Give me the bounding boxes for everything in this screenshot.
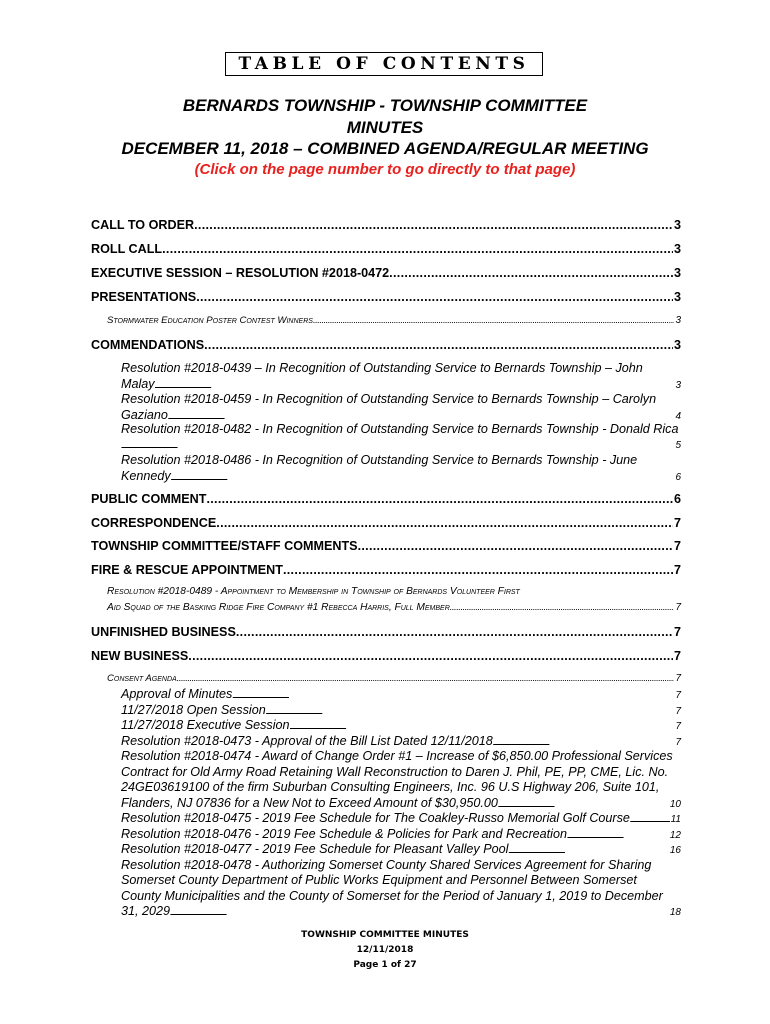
page-link[interactable]: 7 [675, 602, 681, 613]
toc-title-box [225, 52, 543, 76]
toc-entry-res-0486[interactable]: Kennedy . . . 6 [121, 469, 681, 483]
toc-title: TABLE OF CONTENTS [238, 54, 530, 74]
page-link[interactable]: 7 [675, 721, 681, 732]
toc-entry-res-0476[interactable]: Resolution #2018-0476 - 2019 Fee Schedule & Policies for Park and Recreation . . . 12 [121, 827, 681, 841]
footer-date: 12/11/2018 [356, 945, 414, 955]
page-link[interactable]: 6 [675, 472, 681, 483]
header-instruction: (Click on the page number to go directly to that page) [194, 161, 576, 178]
toc-entry-res-0489-line1: Resolution #2018-0489 - Appointment to Membership in Township of Bernards Volunteer First [107, 586, 520, 597]
toc-entry-res-0475[interactable]: Resolution #2018-0475 - 2019 Fee Schedule for The Coakley-Russo Memorial Golf Course . . . 11 [121, 811, 681, 825]
toc-entry-res-0482-line1: Resolution #2018-0482 - In Recognition of Outstanding Service to Bernards Township - Donald Rica [121, 422, 679, 436]
page-link[interactable]: 7 [675, 673, 681, 684]
toc-entry-res-0478[interactable]: 31, 2029 . . . 18 [121, 904, 681, 918]
page-link[interactable]: 3 [675, 315, 681, 326]
page-link[interactable]: 3 [673, 290, 681, 304]
page-link[interactable]: 18 [669, 907, 681, 918]
toc-entry-commendations[interactable]: COMMENDATIONS . . . 3 [91, 338, 681, 352]
toc-entry-res-0478-line3: County Municipalities and the County of Somerset for the Period of January 1, 2019 to December [121, 889, 663, 903]
toc-entry-res-0473[interactable]: Resolution #2018-0473 - Approval of the Bill List Dated 12/11/2018 . . . 7 [121, 734, 681, 748]
page-link[interactable]: 3 [673, 266, 681, 280]
page-link[interactable]: 16 [669, 845, 681, 856]
toc-entry-res-0489[interactable]: Aid Squad of the Basking Ridge Fire Company #1 Rebecca Harris, Full Member . . . 7 [107, 602, 681, 613]
header-minutes: MINUTES [346, 118, 424, 137]
toc-entry-res-0439[interactable]: Malay . . . 3 [121, 377, 681, 391]
toc-entry-res-0478-line2: Somerset County Department of Public Works Equipment and Personnel Between Somerset [121, 873, 637, 887]
page-link[interactable]: 7 [673, 649, 681, 663]
toc-entry-correspondence[interactable]: CORRESPONDENCE . . . 7 [91, 516, 681, 530]
page-link[interactable]: 3 [673, 338, 681, 352]
toc-entry-stormwater[interactable]: Stormwater Education Poster Contest Winners . . . 3 [107, 315, 681, 326]
page-link[interactable]: 5 [675, 440, 681, 451]
footer-page-number: Page 1 of 27 [353, 960, 417, 970]
toc-entry-res-0474[interactable]: Flanders, NJ 07836 for a New Not to Exceed Amount of $30,950.00 . . . 10 [121, 796, 681, 810]
page-link[interactable]: 11 [670, 814, 681, 825]
toc-entry-presentations[interactable]: PRESENTATIONS . . . 3 [91, 290, 681, 304]
toc-entry-consent-agenda[interactable]: Consent Agenda . . . 7 [107, 673, 681, 684]
toc-entry-res-0482[interactable] [121, 437, 681, 451]
toc-entry-call-to-order[interactable]: CALL TO ORDER . . . 3 [91, 218, 681, 232]
toc-entry-approval-minutes[interactable]: Approval of Minutes . . . 7 [121, 687, 681, 701]
page-link[interactable]: 3 [673, 242, 681, 256]
toc-entry-unfinished-business[interactable]: UNFINISHED BUSINESS . . . 7 [91, 625, 681, 639]
toc-entry-executive-session[interactable]: EXECUTIVE SESSION – RESOLUTION #2018-0472 . . . 3 [91, 266, 681, 280]
header-meeting: DECEMBER 11, 2018 – COMBINED AGENDA/REGULAR MEETING [121, 139, 649, 158]
toc-entry-res-0474-line3: 24GE03619100 of the firm Suburban Consulting Engineers, Inc. 96 U.S Highway 206, Suite 101, [121, 780, 660, 794]
toc-entry-res-0439-line1: Resolution #2018-0439 – In Recognition of Outstanding Service to Bernards Township – John [121, 361, 643, 375]
toc-entry-res-0474-line2: Contract for Old Army Road Retaining Wall Reconstruction to Daren J. Phil, PE, PP, CME, Lic. No. [121, 765, 669, 779]
page-link[interactable]: 7 [675, 690, 681, 701]
page-link[interactable]: 10 [669, 799, 681, 810]
toc-entry-res-0478-line1: Resolution #2018-0478 - Authorizing Somerset County Shared Services Agreement for Sharing [121, 858, 652, 872]
page-link[interactable]: 7 [675, 737, 681, 748]
toc-entry-public-comment[interactable]: PUBLIC COMMENT . . . 6 [91, 492, 681, 506]
toc-entry-res-0459[interactable]: Gaziano . . . 4 [121, 408, 681, 422]
page-link[interactable]: 7 [673, 516, 681, 530]
page-link[interactable]: 6 [673, 492, 681, 506]
page-link[interactable]: 7 [675, 706, 681, 717]
page-link[interactable]: 3 [675, 380, 681, 391]
page-link[interactable]: 7 [673, 563, 681, 577]
page-link[interactable]: 4 [675, 411, 681, 422]
toc-entry-res-0486-line1: Resolution #2018-0486 - In Recognition of Outstanding Service to Bernards Township - June [121, 453, 638, 467]
toc-entry-exec-session[interactable]: 11/27/2018 Executive Session . . . 7 [121, 718, 681, 732]
toc-entry-open-session[interactable]: 11/27/2018 Open Session . . . 7 [121, 703, 681, 717]
toc-entry-res-0477[interactable]: Resolution #2018-0477 - 2019 Fee Schedule for Pleasant Valley Pool . . . 16 [121, 842, 681, 856]
header-township: BERNARDS TOWNSHIP - TOWNSHIP COMMITTEE [182, 96, 588, 115]
page-link[interactable]: 12 [669, 830, 681, 841]
page-link[interactable]: 7 [673, 539, 681, 553]
footer-title: TOWNSHIP COMMITTEE MINUTES [301, 930, 469, 940]
toc-entry-res-0474-line1: Resolution #2018-0474 - Award of Change Order #1 – Increase of $6,850.00 Professional Services [121, 749, 673, 763]
page-link[interactable]: 7 [673, 625, 681, 639]
toc-entry-fire-rescue[interactable]: FIRE & RESCUE APPOINTMENT . . . 7 [91, 563, 681, 577]
toc-entry-staff-comments[interactable]: TOWNSHIP COMMITTEE/STAFF COMMENTS . . . 7 [91, 539, 681, 553]
page-link[interactable]: 3 [673, 218, 681, 232]
toc-entry-res-0459-line1: Resolution #2018-0459 - In Recognition of Outstanding Service to Bernards Township – Carolyn [121, 392, 657, 406]
toc-entry-new-business[interactable]: NEW BUSINESS . . . 7 [91, 649, 681, 663]
toc-entry-roll-call[interactable]: ROLL CALL . . . 3 [91, 242, 681, 256]
